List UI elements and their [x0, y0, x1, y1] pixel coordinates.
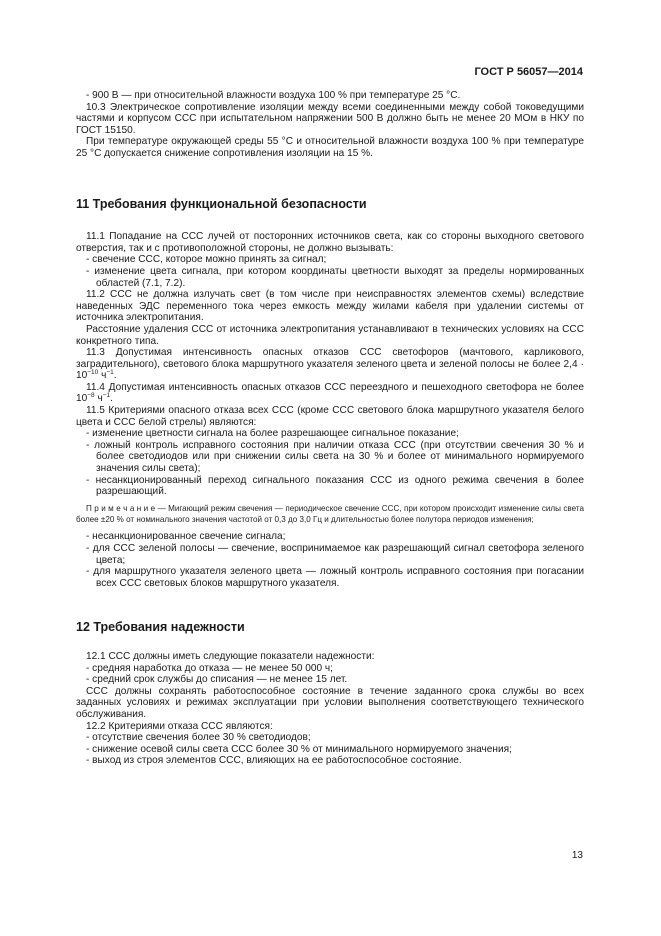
- paragraph: 11.2 ССС не должна излучать свет (в том числе при неисправностях элементов схемы) вследствие наведенных ЭДС переменного тока через емкость между жилами кабеля при удалении системы от источника электропитания.: [76, 289, 584, 324]
- paragraph: [76, 347, 584, 382]
- list-item: - изменение цветности сигнала на более разрешающее сигнальное показание;: [86, 428, 459, 440]
- list-item: - ложный контроль исправного состояния при наличии отказа ССС (при отсутствии свечения 30 % и более светодиодов или при снижении силы света на 30 % и более от минимального нормируемого значения силы света);: [86, 439, 584, 475]
- paragraph: 11.5 Критериями опасного отказа всех ССС (кроме ССС светового блока маршрутного указателя белого цвета и ССС белой стрелы) являются:: [76, 405, 584, 428]
- list-item: - отсутствие свечения более 30 % светодиодов;: [86, 732, 311, 744]
- exponent: −8: [87, 392, 95, 400]
- unit-text: ч: [94, 393, 103, 405]
- paragraph: При температуре окружающей среды 55 °С и относительной влажности воздуха 100 % при температуре 25 °С допускается снижение сопротивления изоляции на 15 %.: [76, 136, 584, 159]
- paragraph: 12.1 ССС должны иметь следующие показатели надежности:: [86, 650, 375, 662]
- list-item: - несанкционированный переход сигнального показания ССС из одного режима свечения в более разрешающий.: [86, 474, 584, 498]
- list-item: - для ССС зеленой полосы — свечение, воспринимаемое как разрешающий сигнал светофора зеленого цвета;: [86, 543, 584, 566]
- paragraph: 12.2 Критериями отказа ССС являются:: [86, 720, 273, 732]
- paragraph: Расстояние удаления ССС от источника электропитания устанавливают в технических условиях на ССС конкретного типа.: [76, 323, 584, 347]
- standard-header: ГОСТ Р 56057—2014: [474, 66, 583, 78]
- paragraph: 10.3 Электрическое сопротивление изоляции между всеми соединенными между собой токоведущими частями и корпусом ССС при испытательном напряжении 500 В должно быть не менее 20 МОм в НКУ по ГОСТ 15150.: [76, 101, 584, 136]
- section-title-12: 12 Требования надежности: [76, 620, 245, 635]
- list-item: - свечение ССС, которое можно принять за сигнал;: [86, 254, 327, 266]
- unit-text: ч: [98, 370, 107, 382]
- list-item: - средний срок службы до списания — не менее 15 лет.: [86, 674, 348, 686]
- paragraph: ССС должны сохранять работоспособное состояние в течение заданного срока службы во всех заданных условиях и режимах эксплуатации при условии выполнения соответствующего технического обслуживания.: [76, 685, 584, 720]
- exponent: −1: [106, 369, 114, 377]
- list-item: - для маршрутного указателя зеленого цвета — ложный контроль исправного состояния при погасании всех ССС световых блоков маршрутного указателя.: [86, 566, 584, 589]
- list-item: - несанкционированное свечение сигнала;: [86, 531, 286, 543]
- note: П р и м е ч а н и е — Мигающий режим свечения — периодическое свечение ССС, при котором происходит изменение силы света более ±20 % от номинального значения частотой от 0,3 до 3,0 Гц и длительностью более полутора периодов изменения;: [76, 503, 584, 524]
- list-item: - изменение цвета сигнала, при котором координаты цветности выходят за пределы нормированных областей (7.1, 7.2).: [86, 265, 584, 289]
- paragraph: 11.1 Попадание на ССС лучей от посторонних источников света, как со стороны выходного светового отверстия, так и с противоположной стороны, не должно вызывать:: [76, 231, 584, 254]
- list-item: - выход из строя элементов ССС, влияющих на ее работоспособное состояние.: [86, 755, 462, 767]
- section-title-11: 11 Требования функциональной безопасности: [76, 196, 367, 211]
- list-item: - 900 В — при относительной влажности воздуха 100 % при температуре 25 °С.: [86, 90, 461, 101]
- paragraph: [76, 382, 584, 405]
- exponent: −10: [87, 369, 99, 377]
- exponent: −1: [102, 392, 111, 400]
- document-body: [76, 90, 584, 767]
- paragraph-text: 11.4 Допустимая интенсивность опасных отказов ССС переездного и пешеходного светофора не более 10: [76, 381, 584, 405]
- list-item: - средняя наработка до отказа — не менее 50 000 ч;: [86, 662, 333, 674]
- period: .: [113, 370, 117, 382]
- list-item: - снижение осевой силы света ССС более 30 % от минимального нормируемого значения;: [86, 743, 512, 755]
- period: .: [110, 393, 113, 405]
- paragraph-text: 11.3 Допустимая интенсивность опасных отказов ССС светофоров (мачтового, карликового, заградительного), светового блока маршрутного указателя зеленого цвета и зеленой полосы не более 2,4 · 10: [76, 347, 584, 382]
- page-number: 13: [571, 850, 583, 861]
